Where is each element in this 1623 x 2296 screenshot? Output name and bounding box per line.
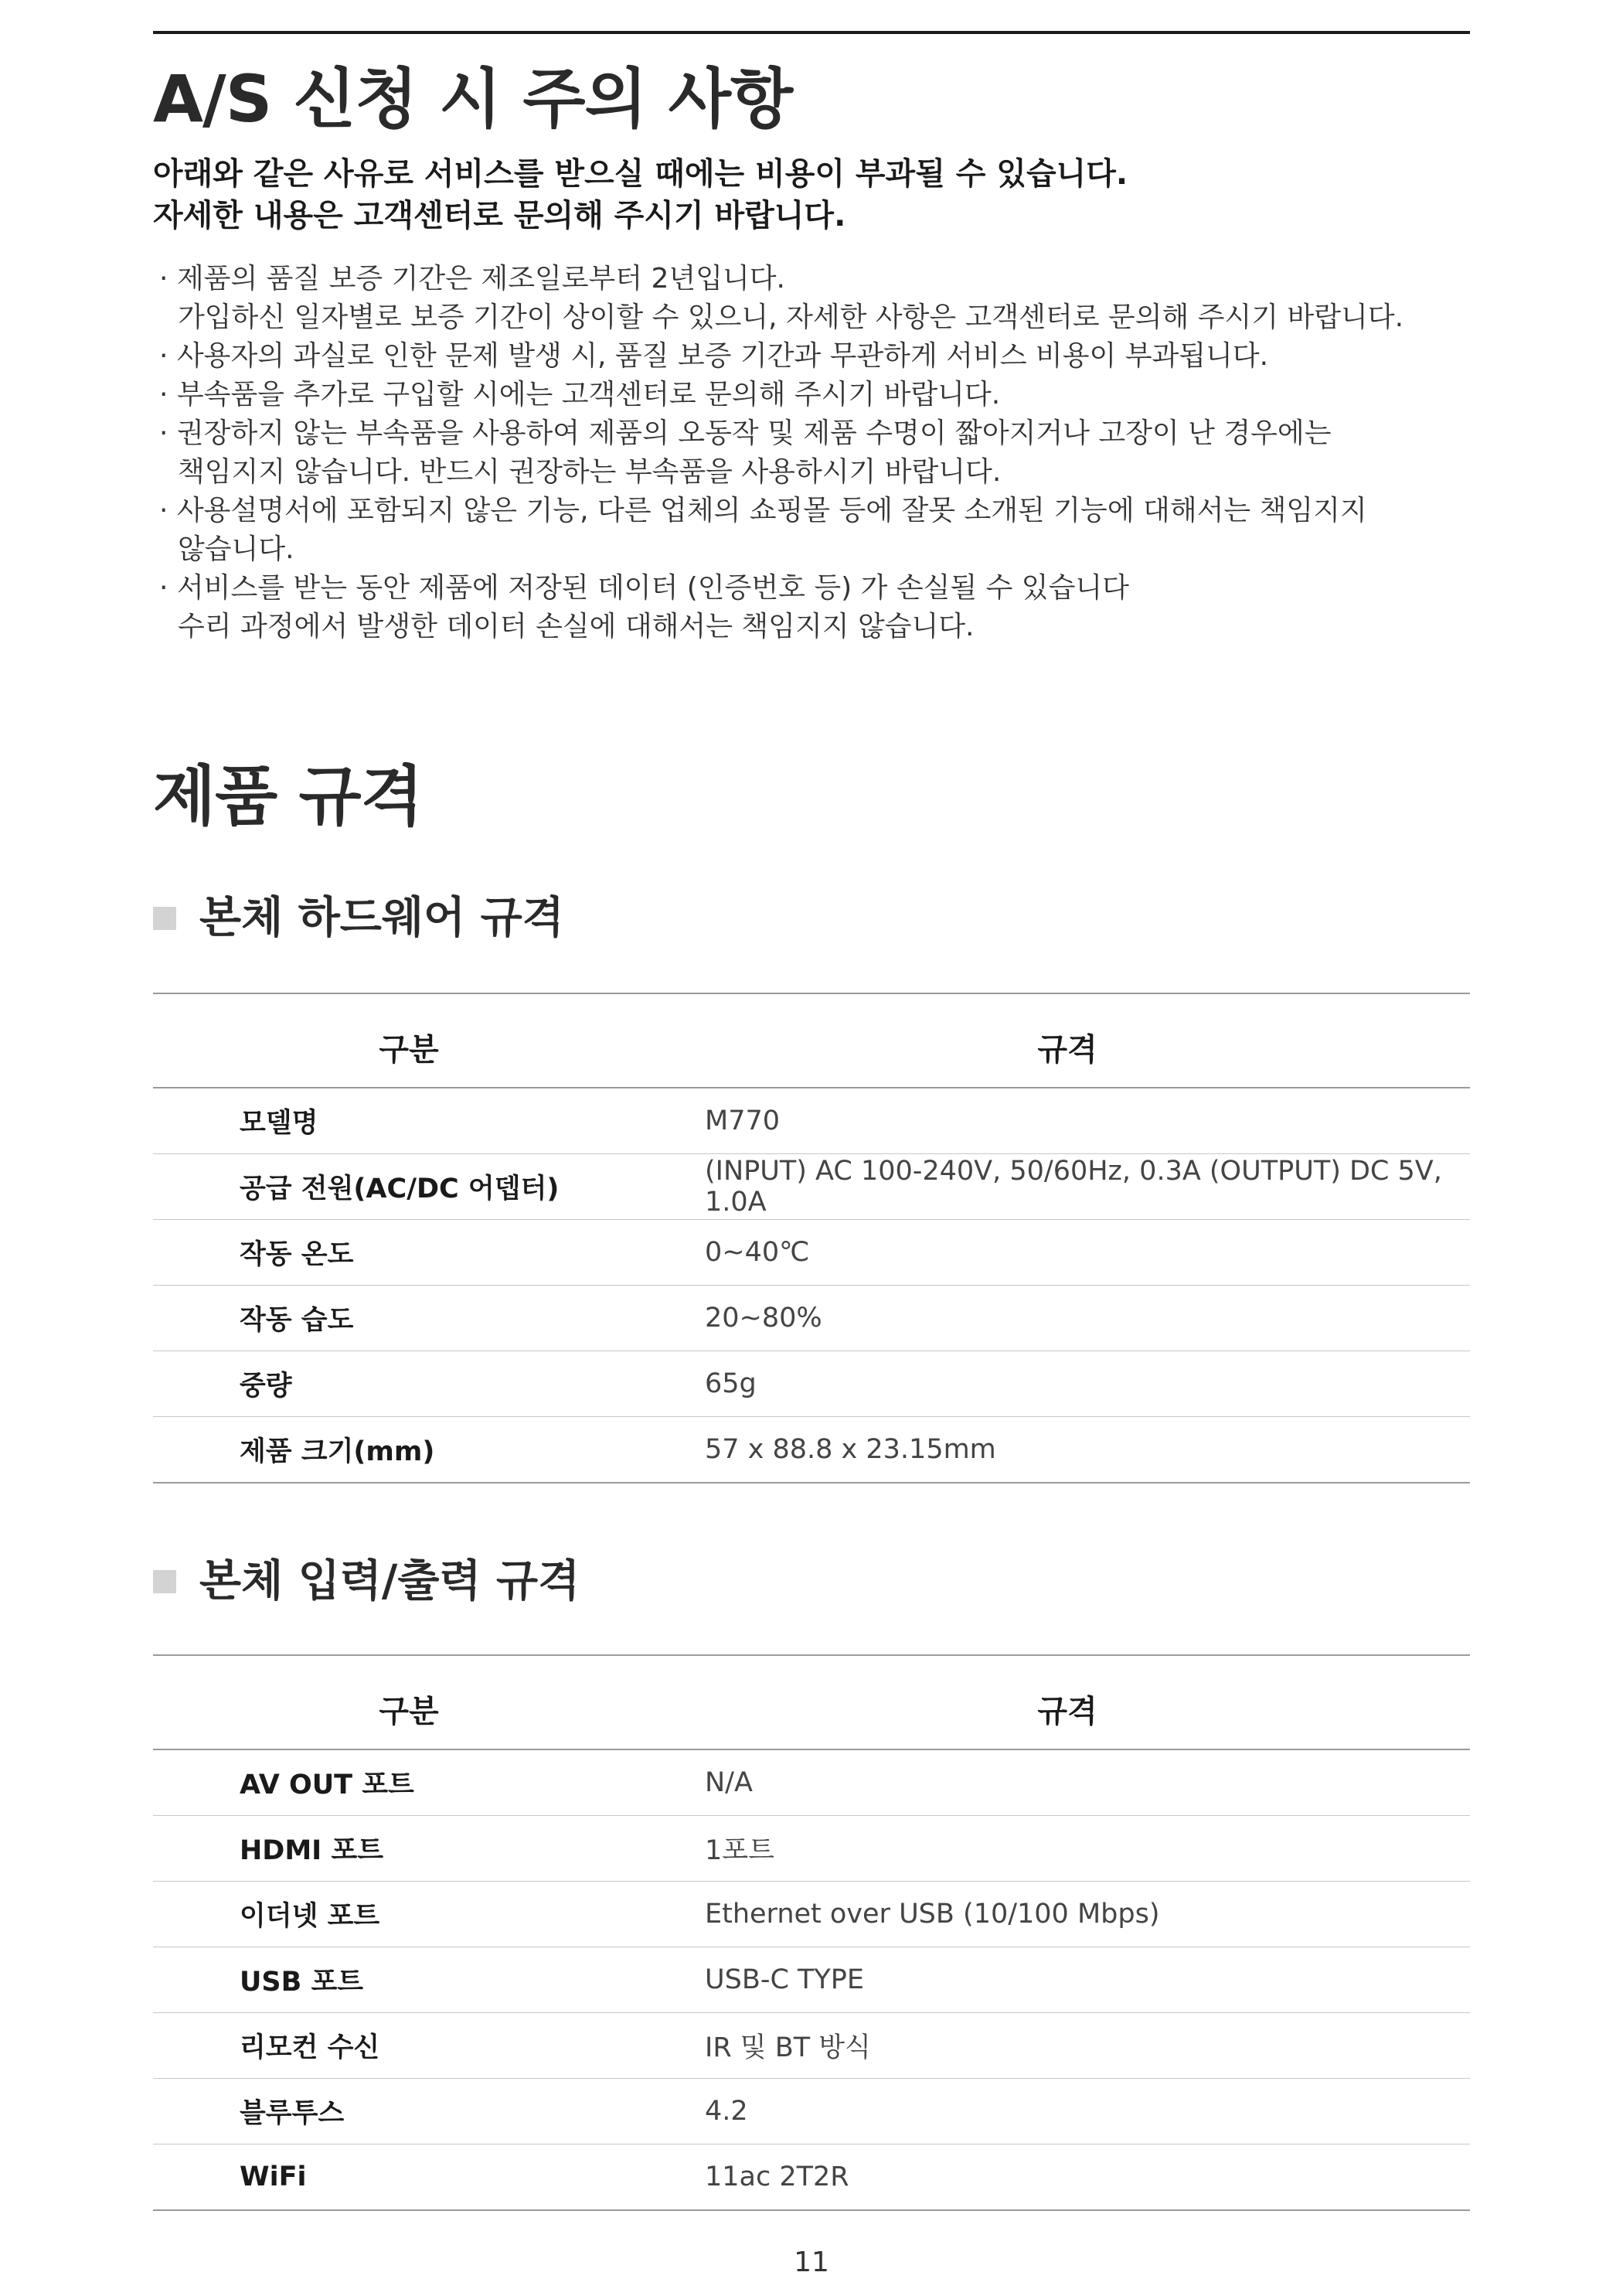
- spec-key: 이더넷 포트: [153, 1882, 665, 1947]
- note-text: · 사용자의 과실로 인한 문제 발생 시, 품질 보증 기간과 무관하게 서비스 비용이 부과됩니다.: [159, 340, 1269, 372]
- note-item: [159, 337, 1489, 376]
- note-continuation: 가입하신 일자별로 보증 기간이 상이할 수 있으니, 자세한 사항은 고객센터로 문의해 주시기 바랍니다.: [178, 301, 1404, 333]
- spec-value: 1포트: [665, 1816, 1470, 1882]
- spec-key: 리모컨 수신: [153, 2013, 665, 2079]
- io-spec-table: [153, 1654, 1470, 2211]
- note-text: · 사용설명서에 포함되지 않은 기능, 다른 업체의 쇼핑몰 등에 잘못 소개된 기능에 대해서는 책임지지: [159, 495, 1367, 526]
- spec-value: USB-C TYPE: [665, 1947, 1470, 2013]
- spec-value: (INPUT) AC 100-240V, 50/60Hz, 0.3A (OUTPUT) DC 5V, 1.0A: [665, 1154, 1470, 1220]
- io-heading: [153, 1556, 580, 1606]
- table-row: [153, 1154, 1470, 1220]
- table-row: [153, 1088, 1470, 1154]
- spec-section-title: 제품 규격: [153, 758, 423, 834]
- note-item: [159, 376, 1489, 414]
- table-row: [153, 2079, 1470, 2144]
- as-notes-list: [159, 260, 1489, 646]
- note-text: · 서비스를 받는 동안 제품에 저장된 데이터 (인증번호 등) 가 손실될 수 있습니다: [159, 572, 1129, 604]
- table-row: [153, 1816, 1470, 1882]
- spec-key: 모델명: [153, 1088, 665, 1154]
- col-header-key: 구분: [153, 993, 665, 1088]
- note-text: · 부속품을 추가로 구입할 시에는 고객센터로 문의해 주시기 바랍니다.: [159, 379, 1001, 410]
- as-subtitle-line-1: 아래와 같은 사유로 서비스를 받으실 때에는 비용이 부과될 수 있습니다.: [153, 156, 1128, 192]
- spec-key: 공급 전원(AC/DC 어뎁터): [153, 1154, 665, 1220]
- spec-value: 4.2: [665, 2079, 1470, 2144]
- col-header-key: 구분: [153, 1655, 665, 1749]
- spec-key: USB 포트: [153, 1947, 665, 2013]
- hardware-heading: [153, 893, 564, 943]
- spec-value: 0~40℃: [665, 1220, 1470, 1286]
- spec-key: 중량: [153, 1351, 665, 1417]
- note-item: [159, 492, 1489, 569]
- as-subtitle-line-2: 자세한 내용은 고객센터로 문의해 주시기 바랍니다.: [153, 198, 846, 233]
- table-row: [153, 1286, 1470, 1351]
- col-header-value: 규격: [665, 1655, 1470, 1749]
- spec-value: 65g: [665, 1351, 1470, 1417]
- table-row: [153, 1749, 1470, 1816]
- spec-value: N/A: [665, 1749, 1470, 1816]
- io-heading-text: 본체 입력/출력 규격: [199, 1556, 580, 1606]
- top-rule: [153, 31, 1470, 34]
- spec-value: M770: [665, 1088, 1470, 1154]
- note-text: · 제품의 품질 보증 기간은 제조일로부터 2년입니다.: [159, 263, 785, 295]
- table-row: [153, 1882, 1470, 1947]
- table-header-row: [153, 1655, 1470, 1749]
- note-text: · 권장하지 않는 부속품을 사용하여 제품의 오동작 및 제품 수명이 짧아지거나 고장이 난 경우에는: [159, 417, 1332, 449]
- spec-key: AV OUT 포트: [153, 1749, 665, 1816]
- spec-key: 제품 크기(mm): [153, 1417, 665, 1484]
- bullet-square-icon: [153, 1570, 176, 1593]
- note-item: [159, 414, 1489, 492]
- spec-value: Ethernet over USB (10/100 Mbps): [665, 1882, 1470, 1947]
- note-item: [159, 260, 1489, 337]
- table-header-row: [153, 993, 1470, 1088]
- note-continuation: 책임지지 않습니다. 반드시 권장하는 부속품을 사용하시기 바랍니다.: [178, 456, 1002, 488]
- spec-value: IR 및 BT 방식: [665, 2013, 1470, 2079]
- spec-key: 작동 습도: [153, 1286, 665, 1351]
- table-row: [153, 1417, 1470, 1484]
- hardware-spec-table: [153, 993, 1470, 1484]
- note-continuation: 않습니다.: [178, 533, 294, 565]
- hardware-heading-text: 본체 하드웨어 규격: [199, 893, 564, 943]
- table-row: [153, 1947, 1470, 2013]
- table-row: [153, 2013, 1470, 2079]
- note-item: [159, 569, 1489, 646]
- spec-key: WiFi: [153, 2144, 665, 2211]
- bullet-square-icon: [153, 907, 176, 930]
- spec-key: HDMI 포트: [153, 1816, 665, 1882]
- as-section-title: A/S 신청 시 주의 사항: [153, 61, 793, 137]
- spec-value: 20~80%: [665, 1286, 1470, 1351]
- spec-value: 11ac 2T2R: [665, 2144, 1470, 2211]
- table-row: [153, 2144, 1470, 2211]
- note-continuation: 수리 과정에서 발생한 데이터 손실에 대해서는 책임지지 않습니다.: [178, 611, 975, 642]
- table-row: [153, 1220, 1470, 1286]
- spec-value: 57 x 88.8 x 23.15mm: [665, 1417, 1470, 1484]
- col-header-value: 규격: [665, 993, 1470, 1088]
- table-row: [153, 1351, 1470, 1417]
- spec-key: 작동 온도: [153, 1220, 665, 1286]
- page-number: 11: [794, 2247, 829, 2278]
- spec-key: 블루투스: [153, 2079, 665, 2144]
